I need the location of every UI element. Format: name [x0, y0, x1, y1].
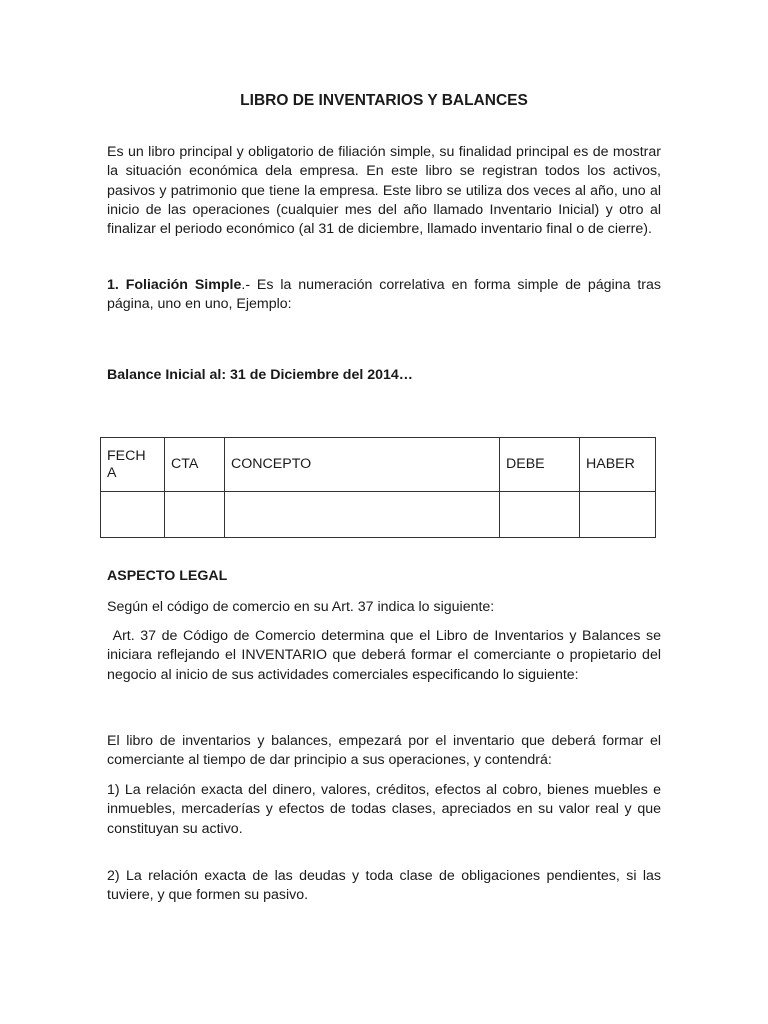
table-cell-concepto [225, 492, 500, 538]
column-header-fecha: FECH A [101, 438, 165, 492]
balance-heading: Balance Inicial al: 31 de Diciembre del 2014… [107, 367, 413, 383]
foliacion-paragraph [107, 276, 661, 315]
ledger-table [100, 437, 656, 538]
document-title: LIBRO DE INVENTARIOS Y BALANCES [240, 92, 528, 109]
foliacion-label: 1. Foliación Simple [107, 277, 242, 293]
aspecto-legal-heading: ASPECTO LEGAL [107, 568, 228, 584]
art37-paragraph: Art. 37 de Código de Comercio determina que el Libro de Inventarios y Balances se iniciara reflejando el INVENTARIO que deberá formar el comerciante o propietario del negocio al inicio de sus actividades comerciales especificando lo siguiente: [107, 628, 665, 683]
intro-paragraph: Es un libro principal y obligatorio de filiación simple, su finalidad principal es de mostrar la situación económica dela empresa. En este libro se registran todos los activos, pasivos y patrimonio que tiene la empresa. Este libro se utiliza dos veces al año, uno al inicio de las operaciones (cualquier mes del año llamado Inventario Inicial) y otro al finalizar el periodo económico (al 31 de diciembre, llamado inventario final o de cierre). [107, 144, 661, 238]
list-item: 2) La relación exacta de las deudas y toda clase de obligaciones pendientes, si las tuviere, y que formen su pasivo. [107, 868, 661, 904]
table-cell-cta [165, 492, 225, 538]
column-header-haber: HABER [580, 438, 656, 492]
table-cell-haber [580, 492, 656, 538]
column-header-cta: CTA [165, 438, 225, 492]
list-item: 1) La relación exacta del dinero, valores, créditos, efectos al cobro, bienes muebles e inmuebles, mercaderías y efectos de todas clases, apreciados en su valor real y que constituyan su activo. [107, 782, 661, 837]
column-header-debe: DEBE [500, 438, 580, 492]
foliacion-text: .- Es la numeración correlativa en forma simple de página tras página, uno en uno, Ejemplo: [107, 277, 661, 313]
ledger-header-row [101, 438, 656, 492]
libro-paragraph: El libro de inventarios y balances, empezará por el inventario que deberá formar el comerciante al tiempo de dar principio a sus operaciones, y contendrá: [107, 733, 661, 769]
table-cell-fecha [101, 492, 165, 538]
table-row [101, 492, 656, 538]
aspecto-legal-intro: Según el código de comercio en su Art. 37 indica lo siguiente: [107, 599, 495, 615]
table-cell-debe [500, 492, 580, 538]
column-header-concepto: CONCEPTO [225, 438, 500, 492]
